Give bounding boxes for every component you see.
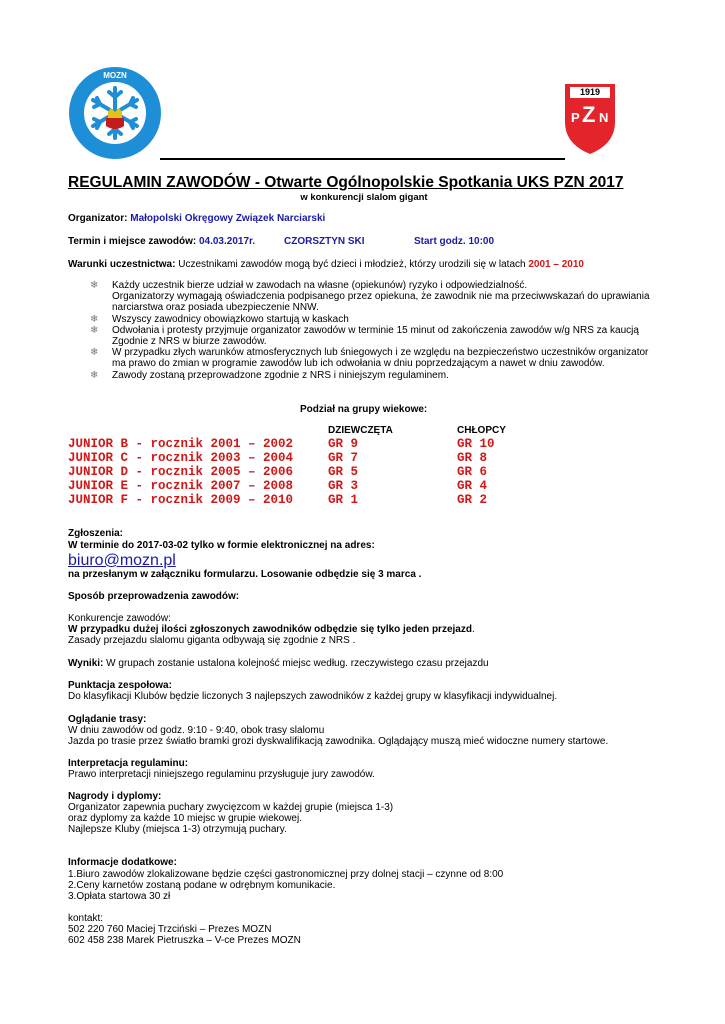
snowflake-bullet-icon: ❄ [90,280,99,291]
punktacja-text: Do klasyfikacji Klubów będzie liczonych 3 najlepszych zawodników z każdej grupy w klasyfikacji indywidualnej. [68,691,558,702]
list-item-text: Organizatorzy wymagają oświadczenia podpisanego przez opiekuna, że zawodnik nie ma przeciwwskazań do uprawiania [112,291,650,303]
rules-list [90,280,650,381]
pzn-logo [563,82,617,156]
informacje-line: 3.Opłata startowa 30 zł [68,891,171,902]
podzial-heading: Podział na grupy wiekowe: [300,404,428,415]
sposob-heading: Sposób przeprowadzenia zawodów: [68,591,240,602]
list-item [90,314,650,325]
informacje-line: 2.Ceny karnetów zostaną podane w odrębnym komunikacie. [68,880,336,891]
interpretacja-heading: Interpretacja regulaminu: [68,758,189,769]
list-item [90,280,650,314]
list-item-text: Wszyscy zawodnicy obowiązkowo startują w kaskach [112,313,349,325]
organizer-label: Organizator: [68,213,128,224]
mozn-logo [68,66,162,160]
nagrody-line: oraz dyplomy za każde 10 miejsc w grupie wiekowej. [68,813,302,824]
category-cell: JUNIOR D - rocznik 2005 – 2006 [68,465,294,479]
sposob-line2-wrap [68,624,475,635]
informacje-heading: Informacje dodatkowe: [68,857,177,868]
boys-group-cell: GR 4 [457,479,488,493]
category-cell: JUNIOR B - rocznik 2001 – 2002 [68,437,294,451]
zgloszenia-line2: na przesłanym w załączniku formularzu. Losowanie odbędzie się 3 marca . [68,569,422,580]
column-header-girls: DZIEWCZĘTA [328,425,393,436]
ogladanie-line1: W dniu zawodów od godz. 9:10 - 9:40, obok trasy slalomu [68,725,325,736]
snowflake-bullet-icon: ❄ [90,313,99,325]
termin-place: CZORSZTYN SKI [284,236,365,247]
list-item-text: Zgodnie z NRS w biurze zawodów. [112,336,267,348]
list-item [90,347,650,369]
sposob-line3: Zasady przejazdu slalomu giganta odbywają się zgodnie z NRS . [68,635,356,646]
sposob-line2-tail: . [471,624,475,635]
zgloszenia-heading: Zgłoszenia: [68,528,124,539]
mozn-logo-label: MOZN [103,71,127,80]
boys-group-cell: GR 2 [457,493,488,507]
wyniki-text: W grupach zostanie ustalona kolejność miejsc według. rzeczywistego czasu przejazdu [103,658,489,669]
wyniki-line [68,658,489,669]
list-item [90,370,650,381]
warunki-years: 2001 – 2010 [528,259,584,270]
boys-group-cell: GR 8 [457,451,488,465]
kontakt-heading: kontakt: [68,913,104,924]
list-item-text: Każdy uczestnik bierze udział w zawodach na własne (opiekunów) ryzyko i odpowiedzialność. [112,280,528,291]
pzn-letter-z: Z [582,102,596,127]
termin-start: Start godz. 10:00 [414,236,495,247]
category-cell: JUNIOR C - rocznik 2003 – 2004 [68,451,294,465]
interpretacja-text: Prawo interpretacji niniejszego regulaminu przysługuje jury zawodów. [68,769,375,780]
list-item-text: W przypadku złych warunków atmosferycznych lub śniegowych i ze względu na bezpieczeństwo uczestników organizator [112,347,649,359]
list-item-text: narciarstwa oraz posiada ubezpieczenie NNW. [112,302,319,314]
sposob-line2: W przypadku dużej ilości zgłoszonych zawodników odbędzie się tylko jeden przejazd [68,624,472,635]
document-title: REGULAMIN ZAWODÓW - Otwarte Ogólnopolskie Spotkania UKS PZN 2017 [68,174,624,191]
warunki-label: Warunki uczestnictwa: [68,259,176,270]
list-item-text: Odwołania i protesty przyjmuje organizator zawodów w terminie 15 minut od zakończenia zawodów w/g NRS za kaucją [112,324,639,336]
warunki-line [68,259,584,270]
girls-group-cell: GR 3 [328,479,359,493]
table-row [68,465,495,479]
nagrody-line: Organizator zapewnia puchary zwycięzcom w każdej grupie (miejsca 1-3) [68,802,394,813]
document-subtitle: w konkurencji slalom gigant [300,192,428,203]
header-rule [160,158,565,160]
nagrody-heading: Nagrody i dyplomy: [68,791,162,802]
snowflake-bullet-icon: ❄ [90,369,99,381]
email-link[interactable]: biuro@mozn.pl [68,552,176,569]
ogladanie-line2: Jazda po trasie przez światło bramki grozi dyskwalifikacją zawodnika. Oglądający muszą mieć widoczne numery startowe. [68,736,609,747]
pzn-letter-n: N [599,110,609,125]
nagrody-line: Najlepsze Kluby (miejsca 1-3) otrzymują puchary. [68,824,287,835]
zgloszenia-line1: W terminie do 2017-03-02 tylko w formie elektronicznej na adres: [68,540,375,551]
boys-group-cell: GR 10 [457,437,495,451]
table-row [68,451,495,465]
sposob-line1: Konkurencje zawodów: [68,613,171,624]
wyniki-label: Wyniki: [68,658,104,669]
informacje-line: 1.Biuro zawodów zlokalizowane będzie części gastronomicznej przy dolnej stacji – czynne od 8:00 [68,869,504,880]
snowflake-bullet-icon: ❄ [90,347,99,359]
girls-group-cell: GR 1 [328,493,359,507]
category-cell: JUNIOR E - rocznik 2007 – 2008 [68,479,294,493]
table-row [68,437,495,451]
girls-group-cell: GR 9 [328,437,359,451]
category-cell: JUNIOR F - rocznik 2009 – 2010 [68,493,294,507]
organizer-value: Małopolski Okręgowy Związek Narciarski [130,213,326,224]
termin-label: Termin i miejsce zawodów: [68,236,197,247]
termin-line [68,236,628,247]
girls-group-cell: GR 5 [328,465,359,479]
list-item-text: ma prawo do zmian w programie zawodów lub ich odwołania w dniu poprzedzającym a nawet w dniu zawodów. [112,358,605,370]
kontakt-line: 502 220 760 Maciej Trzciński – Prezes MOZN [68,924,272,935]
kontakt-line: 602 458 238 Marek Pietruszka – V-ce Prezes MOZN [68,935,301,946]
table-row [68,493,495,507]
boys-group-cell: GR 6 [457,465,488,479]
column-header-boys: CHŁOPCY [457,425,506,436]
pzn-letter-p: P [571,110,580,125]
organizer-line [68,213,325,224]
list-item-text: Zawody zostaną przeprowadzone zgodnie z NRS i niniejszym regulaminem. [112,369,449,381]
snowflake-bullet-icon: ❄ [90,324,99,336]
punktacja-heading: Punktacja zespołowa: [68,680,172,691]
table-row [68,479,495,493]
termin-date: 04.03.2017r. [198,236,256,247]
ogladanie-heading: Oglądanie trasy: [68,714,147,725]
pzn-year: 1919 [579,87,601,97]
girls-group-cell: GR 7 [328,451,359,465]
warunki-text: Uczestnikami zawodów mogą być dzieci i młodzież, którzy urodzili się w latach [178,259,526,270]
list-item [90,325,650,347]
age-groups-table [68,437,495,507]
